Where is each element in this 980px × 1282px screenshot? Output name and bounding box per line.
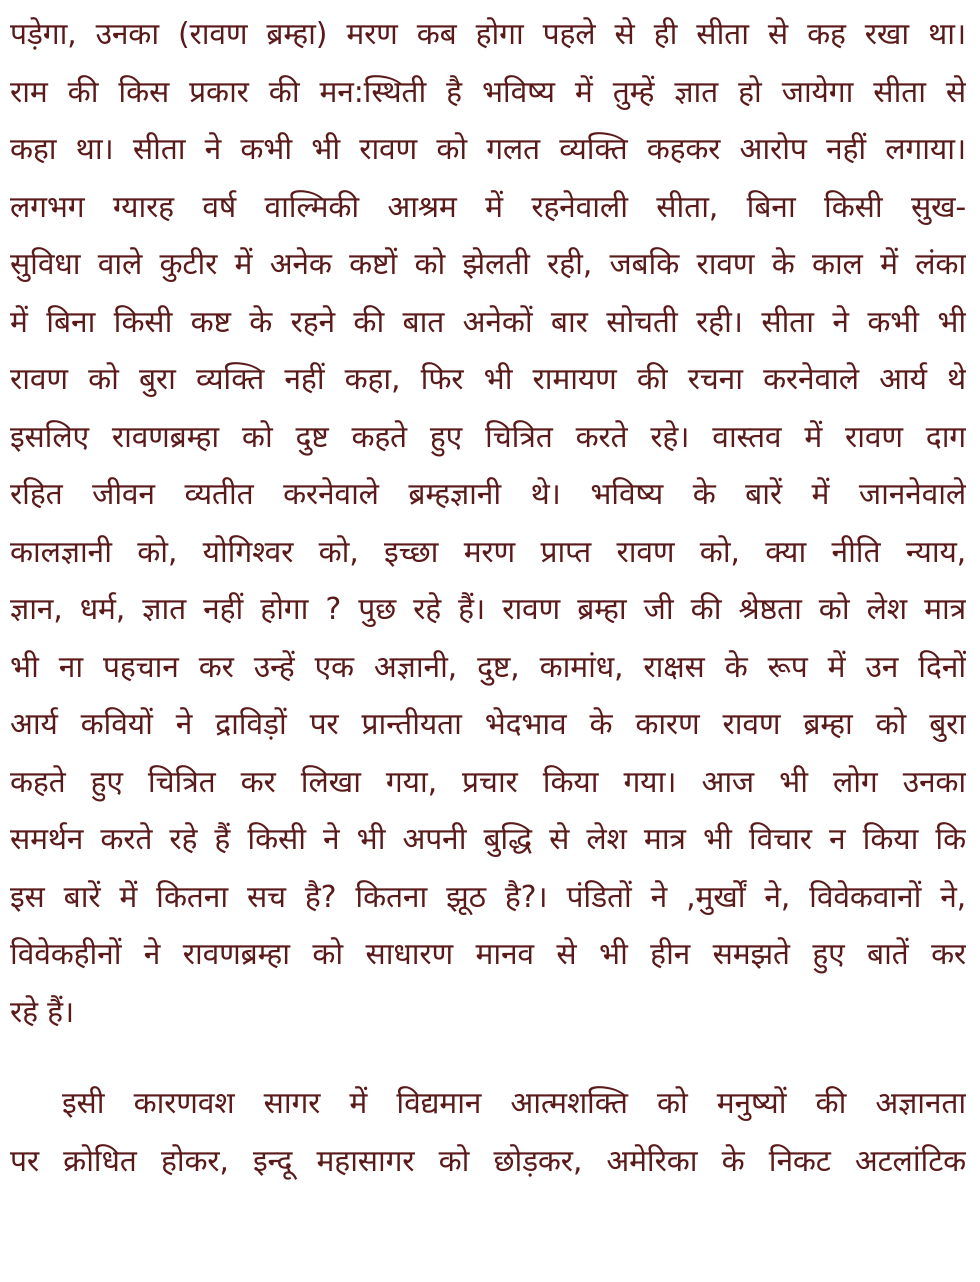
text-line: समर्थन करते रहे हैं किसी ने भी अपनी बुद्धि से लेश मात्र भी विचार न किया कि [10,822,966,857]
paragraph-2 [10,1075,966,1190]
paragraph-1 [10,6,966,1041]
text-line: भी ना पहचान कर उन्हें एक अज्ञानी, दुष्ट, कामांध, राक्षस के रूप में उन दिनों [10,649,966,685]
text-line: रहित जीवन व्यतीत करनेवाले ब्रम्हज्ञानी थे। भविष्य के बारें में जाननेवाले [10,477,966,512]
text-line: इसलिए रावणब्रम्हा को दुष्ट कहते हुए चित्रित करते रहे। वास्तव में रावण दाग [10,419,966,455]
text-line: पर क्रोधित होकर, इन्दू महासागर को छोड़कर, अमेरिका के निकट अटलांटिक [10,1143,966,1179]
text-line: सुविधा वाले कुटीर में अनेक कष्टों को झेलती रही, जबकि रावण के काल में लंका [10,247,966,282]
text-line: रावण को बुरा व्यक्ति नहीं कहा, फिर भी रामायण की रचना करनेवाले आर्य थे [10,362,966,397]
text-line: लगभग ग्यारह वर्ष वाल्मिकी आश्रम में रहनेवाली सीता, बिना किसी सुख- [10,189,966,225]
text-line: कहते हुए चित्रित कर लिखा गया, प्रचार किया गया। आज भी लोग उनका [10,764,966,800]
text-line: कहा था। सीता ने कभी भी रावण को गलत व्यक्ति कहकर आरोप नहीं लगाया। [10,132,966,167]
text-line: इसी कारणवश सागर में विद्यमान आत्मशक्ति को मनुष्यों की अज्ञानता [62,1086,966,1121]
paragraph-gap [10,1041,966,1075]
text-line: कालज्ञानी को, योगिश्वर को, इच्छा मरण प्राप्त रावण को, क्या नीति न्याय, [10,534,966,570]
text-line: राम की किस प्रकार की मन:स्थिती है भविष्य में तुम्हें ज्ञात हो जायेगा सीता से [10,74,966,110]
text-line: आर्य कवियों ने द्राविड़ों पर प्रान्तीयता भेदभाव के कारण रावण ब्रम्हा को बुरा [10,707,966,742]
text-line: ज्ञान, धर्म, ज्ञात नहीं होगा ? पुछ रहे हैं। रावण ब्रम्हा जी की श्रेष्ठता को लेश मात्र [10,592,966,627]
text-line: विवेकहीनों ने रावणब्रम्हा को साधारण मानव से भी हीन समझते हुए बातें कर [10,937,966,972]
text-line: पड़ेगा, उनका (रावण ब्रम्हा) मरण कब होगा पहले से ही सीता से कह रखा था। [10,17,966,52]
text-line: इस बारें में कितना सच है? कितना झूठ है?। पंडितों ने ,मुर्खों ने, विवेकवानों ने, [10,879,966,915]
text-line: रहे हैं। [10,994,75,1030]
text-line: में बिना किसी कष्ट के रहने की बात अनेकों बार सोचती रही। सीता ने कभी भी [10,304,966,340]
